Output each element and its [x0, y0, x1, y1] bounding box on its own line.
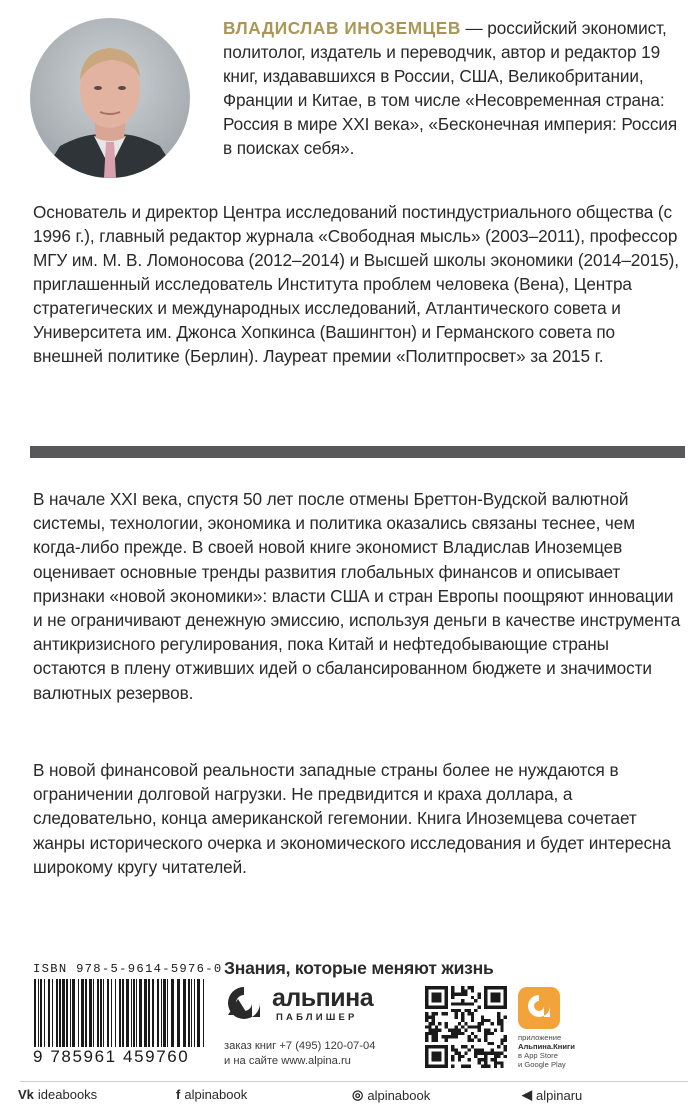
- app-caption-line4: и Google Play: [518, 1060, 566, 1069]
- barcode-bar: [131, 979, 132, 1047]
- qr-module: [484, 1035, 487, 1038]
- qr-module: [455, 1012, 458, 1015]
- qr-module: [428, 1025, 431, 1028]
- social-label: alpinabook: [367, 1087, 431, 1103]
- qr-module: [445, 1025, 448, 1028]
- order-site[interactable]: и на сайте www.alpina.ru: [224, 1055, 351, 1067]
- qr-module: [477, 1058, 480, 1061]
- qr-module: [497, 1022, 500, 1025]
- qr-module: [468, 1038, 471, 1041]
- qr-module: [458, 1058, 461, 1061]
- qr-module: [455, 1009, 458, 1012]
- social-label: alpinaru: [536, 1087, 583, 1103]
- qr-module: [497, 1045, 500, 1048]
- qr-module: [441, 1012, 444, 1015]
- qr-finder: [491, 993, 501, 1003]
- social-link-facebook[interactable]: [176, 1087, 247, 1102]
- qr-module: [451, 1029, 454, 1032]
- qr-module: [487, 1019, 490, 1022]
- app-caption-line3: в App Store: [518, 1051, 558, 1060]
- author-intro: [223, 16, 685, 160]
- qr-code[interactable]: [425, 986, 507, 1068]
- barcode-bar: [48, 979, 50, 1047]
- qr-module: [435, 1029, 438, 1032]
- barcode-bar: [148, 979, 150, 1047]
- qr-module: [497, 1012, 500, 1015]
- qr-module: [461, 1065, 464, 1068]
- app-icon[interactable]: [518, 987, 560, 1029]
- section-divider: [30, 446, 685, 458]
- barcode-bar: [136, 979, 137, 1047]
- qr-module: [461, 1012, 464, 1015]
- qr-module: [468, 1025, 471, 1028]
- author-intro-text: — российский экономист, политолог, издатель и переводчик, автор и редактор 19 книг, издававшихся в России, США, Великобритании, Франции и Китае, в том числе «Несовременная страна: Россия в мире XXI века», «Бесконечная империя: Россия в поисках себя».: [223, 18, 678, 158]
- qr-module: [432, 1029, 435, 1032]
- qr-module: [471, 986, 474, 989]
- qr-module: [474, 1025, 477, 1028]
- publisher-name: альпина: [272, 984, 374, 1012]
- qr-module: [474, 1035, 477, 1038]
- barcode-bar: [191, 979, 192, 1047]
- qr-module: [504, 1045, 507, 1048]
- qr-module: [428, 1016, 431, 1019]
- qr-module: [481, 1048, 484, 1051]
- qr-module: [451, 1055, 454, 1058]
- qr-module: [468, 1058, 471, 1061]
- barcode-bar: [126, 979, 129, 1047]
- qr-module: [500, 1038, 503, 1041]
- blurb-paragraph-2: В новой финансовой реальности западные страны более не нуждаются в ограничении долговой нагрузки. Не предвидится и краха доллара, а следовательно, конца американской гегемонии. Книга Иноземцева сочетает жанры исторического очерка и экономического исследования и будет интересна широкому кругу читателей.: [33, 760, 671, 877]
- barcode-bar: [163, 979, 166, 1047]
- qr-module: [425, 1038, 428, 1041]
- qr-module: [455, 1035, 458, 1038]
- qr-module: [500, 1029, 503, 1032]
- qr-module: [428, 1032, 431, 1035]
- barcode-bar: [100, 979, 102, 1047]
- qr-module: [491, 1022, 494, 1025]
- qr-module: [464, 1029, 467, 1032]
- qr-module: [425, 1035, 428, 1038]
- qr-module: [455, 1025, 458, 1028]
- social-link-telegram[interactable]: [522, 1087, 582, 1103]
- qr-module: [432, 1016, 435, 1019]
- qr-module: [500, 1019, 503, 1022]
- qr-module: [464, 993, 467, 996]
- qr-module: [458, 1002, 461, 1005]
- qr-module: [432, 1019, 435, 1022]
- qr-module: [471, 1025, 474, 1028]
- qr-module: [455, 1016, 458, 1019]
- barcode-bar: [56, 979, 58, 1047]
- qr-module: [435, 1038, 438, 1041]
- barcode-bar: [144, 979, 147, 1047]
- qr-module: [500, 1052, 503, 1055]
- qr-module: [461, 1019, 464, 1022]
- qr-module: [494, 1052, 497, 1055]
- barcode-bar: [66, 979, 68, 1047]
- qr-module: [494, 1055, 497, 1058]
- barcode-bar: [203, 979, 204, 1047]
- barcode-bar: [122, 979, 124, 1047]
- qr-module: [474, 1052, 477, 1055]
- qr-module: [455, 1048, 458, 1051]
- barcode-bar: [38, 979, 39, 1047]
- qr-module: [441, 1035, 444, 1038]
- qr-module: [451, 986, 454, 989]
- qr-module: [497, 1019, 500, 1022]
- qr-module: [468, 1009, 471, 1012]
- qr-module: [425, 1032, 428, 1035]
- qr-module: [455, 1052, 458, 1055]
- qr-module: [500, 1065, 503, 1068]
- qr-module: [497, 1061, 500, 1064]
- qr-module: [458, 993, 461, 996]
- qr-module: [461, 1002, 464, 1005]
- qr-module: [458, 1022, 461, 1025]
- qr-module: [451, 996, 454, 999]
- qr-module: [435, 1025, 438, 1028]
- barcode-bar: [139, 979, 142, 1047]
- qr-module: [461, 999, 464, 1002]
- qr-module: [474, 1009, 477, 1012]
- facebook-icon: f: [176, 1087, 181, 1102]
- isbn-label: ISBN 978-5-9614-5976-0: [33, 962, 223, 976]
- qr-module: [451, 1002, 454, 1005]
- qr-module: [487, 1052, 490, 1055]
- app-caption: [518, 1033, 608, 1069]
- qr-module: [491, 1032, 494, 1035]
- barcode-bar: [197, 979, 200, 1047]
- qr-module: [491, 1042, 494, 1045]
- barcode-bar: [93, 979, 94, 1047]
- qr-module: [458, 1009, 461, 1012]
- qr-module: [484, 1058, 487, 1061]
- barcode-bar: [107, 979, 109, 1047]
- qr-module: [432, 1038, 435, 1041]
- publisher-subtitle: ПАБЛИШЕР: [276, 1012, 358, 1023]
- qr-module: [494, 1065, 497, 1068]
- qr-module: [484, 1032, 487, 1035]
- qr-module: [464, 989, 467, 992]
- qr-module: [487, 1029, 490, 1032]
- qr-module: [432, 1012, 435, 1015]
- app-caption-line1: приложение: [518, 1033, 562, 1042]
- qr-module: [471, 1012, 474, 1015]
- qr-module: [455, 1002, 458, 1005]
- barcode: [32, 979, 208, 1047]
- qr-module: [464, 1022, 467, 1025]
- qr-module: [484, 1065, 487, 1068]
- qr-module: [471, 1045, 474, 1048]
- qr-module: [471, 1002, 474, 1005]
- qr-module: [455, 1029, 458, 1032]
- qr-module: [448, 1029, 451, 1032]
- qr-module: [491, 1052, 494, 1055]
- qr-module: [484, 1055, 487, 1058]
- social-link-instagram[interactable]: [352, 1087, 430, 1103]
- qr-module: [471, 1016, 474, 1019]
- qr-module: [484, 1038, 487, 1041]
- barcode-bar: [177, 979, 180, 1047]
- barcode-bar: [111, 979, 112, 1047]
- barcode-bar: [40, 979, 42, 1047]
- qr-module: [471, 1032, 474, 1035]
- qr-module: [477, 1029, 480, 1032]
- qr-module: [432, 1022, 435, 1025]
- order-phone: заказ книг +7 (495) 120-07-04: [224, 1040, 376, 1052]
- qr-module: [425, 1025, 428, 1028]
- author-portrait: [30, 18, 190, 178]
- qr-module: [497, 1055, 500, 1058]
- barcode-bar: [119, 979, 121, 1047]
- qr-module: [445, 1022, 448, 1025]
- qr-module: [477, 1022, 480, 1025]
- qr-module: [481, 1052, 484, 1055]
- barcode-bar: [167, 979, 168, 1047]
- qr-module: [481, 1065, 484, 1068]
- barcode-bar: [194, 979, 195, 1047]
- qr-module: [477, 1025, 480, 1028]
- qr-module: [487, 1065, 490, 1068]
- qr-module: [491, 1048, 494, 1051]
- qr-module: [438, 1022, 441, 1025]
- qr-module: [432, 1032, 435, 1035]
- qr-module: [504, 1016, 507, 1019]
- qr-module: [461, 986, 464, 989]
- qr-module: [428, 1022, 431, 1025]
- qr-module: [468, 1012, 471, 1015]
- qr-module: [455, 1032, 458, 1035]
- qr-module: [487, 1042, 490, 1045]
- qr-module: [477, 1048, 480, 1051]
- qr-module: [464, 1009, 467, 1012]
- qr-module: [494, 1061, 497, 1064]
- qr-finder: [432, 1052, 442, 1062]
- qr-module: [497, 1052, 500, 1055]
- qr-module: [451, 1045, 454, 1048]
- qr-module: [451, 989, 454, 992]
- barcode-bar: [78, 979, 79, 1047]
- qr-module: [494, 1029, 497, 1032]
- qr-module: [477, 1006, 480, 1009]
- qr-module: [464, 1045, 467, 1048]
- qr-module: [504, 1055, 507, 1058]
- qr-module: [481, 1019, 484, 1022]
- qr-module: [425, 1019, 428, 1022]
- qr-module: [461, 1055, 464, 1058]
- qr-module: [461, 989, 464, 992]
- bottom-rule: [20, 1081, 688, 1082]
- qr-module: [477, 996, 480, 999]
- qr-module: [438, 1029, 441, 1032]
- qr-module: [445, 1035, 448, 1038]
- qr-module: [477, 1061, 480, 1064]
- barcode-bar: [44, 979, 45, 1047]
- qr-module: [500, 1042, 503, 1045]
- barcode-digits: 9 785961 459760: [33, 1047, 190, 1066]
- qr-module: [461, 1032, 464, 1035]
- qr-module: [471, 1019, 474, 1022]
- barcode-bar: [59, 979, 61, 1047]
- qr-module: [464, 1002, 467, 1005]
- author-bio: Основатель и директор Центра исследований постиндустриального общества (с 1996 г.), главный редактор журнала «Свободная мысль» (2003–2011), профессор МГУ им. М. В. Ломоносова (2012–2014) и Высшей школы экономики (2014–2015), приглашенный исследователь Института проблем человека (Вена), Центра стратегических и международных исследований, Атлантического совета и Университета им. Джонса Хопкинса (Вашингтон) и Германского совета по внешней политике (Берлин). Лауреат премии «Политпросвет» за 2015 г.: [33, 202, 679, 366]
- qr-module: [428, 1029, 431, 1032]
- qr-module: [500, 1022, 503, 1025]
- qr-module: [425, 1012, 428, 1015]
- qr-module: [451, 1065, 454, 1068]
- qr-module: [464, 1052, 467, 1055]
- qr-module: [504, 1038, 507, 1041]
- qr-module: [481, 1016, 484, 1019]
- barcode-bar: [89, 979, 92, 1047]
- barcode-bar: [70, 979, 71, 1047]
- qr-module: [451, 1048, 454, 1051]
- qr-module: [471, 996, 474, 999]
- qr-module: [477, 993, 480, 996]
- barcode-bar: [161, 979, 162, 1047]
- qr-module: [504, 1035, 507, 1038]
- qr-module: [504, 1048, 507, 1051]
- social-label: alpinabook: [184, 1087, 248, 1102]
- qr-module: [458, 1055, 461, 1058]
- qr-module: [451, 1035, 454, 1038]
- qr-module: [497, 1016, 500, 1019]
- social-label: ideabooks: [37, 1087, 98, 1102]
- barcode-bar: [115, 979, 116, 1047]
- qr-module: [474, 999, 477, 1002]
- qr-module: [445, 1012, 448, 1015]
- barcode-bar: [62, 979, 65, 1047]
- barcode-bar: [133, 979, 135, 1047]
- barcode-bar: [171, 979, 174, 1047]
- qr-module: [484, 1029, 487, 1032]
- barcode-bar: [72, 979, 75, 1047]
- instagram-icon: ◎: [352, 1087, 364, 1102]
- barcode-bar: [85, 979, 87, 1047]
- qr-module: [474, 1048, 477, 1051]
- author-name: ВЛАДИСЛАВ ИНОЗЕМЦЕВ: [223, 18, 461, 38]
- qr-module: [461, 1045, 464, 1048]
- qr-module: [432, 1035, 435, 1038]
- barcode-bar: [97, 979, 99, 1047]
- qr-module: [477, 1038, 480, 1041]
- qr-module: [435, 1032, 438, 1035]
- barcode-bar: [103, 979, 104, 1047]
- qr-module: [464, 1065, 467, 1068]
- qr-module: [451, 1009, 454, 1012]
- qr-module: [435, 1035, 438, 1038]
- qr-module: [484, 1019, 487, 1022]
- qr-module: [445, 1038, 448, 1041]
- qr-module: [448, 1035, 451, 1038]
- alpina-logo-icon: [224, 985, 264, 1019]
- app-caption-line2: Альпина.Книги: [518, 1042, 575, 1051]
- qr-module: [477, 1052, 480, 1055]
- qr-module: [468, 986, 471, 989]
- qr-module: [484, 1061, 487, 1064]
- qr-module: [481, 1058, 484, 1061]
- qr-module: [484, 1052, 487, 1055]
- qr-module: [487, 1032, 490, 1035]
- barcode-bar: [188, 979, 190, 1047]
- qr-module: [471, 989, 474, 992]
- qr-module: [455, 993, 458, 996]
- barcode-bar: [34, 979, 36, 1047]
- qr-module: [458, 1029, 461, 1032]
- qr-module: [451, 1032, 454, 1035]
- qr-module: [451, 993, 454, 996]
- qr-module: [491, 1058, 494, 1061]
- qr-module: [471, 1038, 474, 1041]
- qr-module: [468, 1035, 471, 1038]
- qr-module: [500, 1025, 503, 1028]
- barcode-bar: [81, 979, 84, 1047]
- qr-module: [451, 1058, 454, 1061]
- barcode-bar: [152, 979, 154, 1047]
- vk-icon: Vk: [18, 1087, 34, 1102]
- qr-module: [461, 1025, 464, 1028]
- qr-module: [468, 1048, 471, 1051]
- telegram-icon: ◀: [522, 1087, 532, 1102]
- qr-module: [468, 1065, 471, 1068]
- publisher-slogan: Знания, которые меняют жизнь: [224, 958, 494, 978]
- qr-module: [435, 1012, 438, 1015]
- qr-module: [425, 1016, 428, 1019]
- qr-module: [458, 1052, 461, 1055]
- qr-module: [461, 993, 464, 996]
- qr-module: [481, 1022, 484, 1025]
- qr-module: [474, 1055, 477, 1058]
- qr-finder: [432, 993, 442, 1003]
- barcode-bar: [52, 979, 53, 1047]
- qr-module: [494, 1058, 497, 1061]
- social-link-vk[interactable]: [18, 1087, 97, 1102]
- qr-module: [468, 1002, 471, 1005]
- qr-module: [458, 1032, 461, 1035]
- qr-module: [461, 1016, 464, 1019]
- barcode-bar: [183, 979, 186, 1047]
- blurb-paragraph-1: В начале XXI века, спустя 50 лет после отмены Бреттон-Вудской валютной системы, технологии, экономика и политика оказались связаны теснее, чем когда-либо прежде. В своей новой книге экономист Владислав Иноземцев оценивает основные тренды развития глобальных финансов и описывает признаки «новой экономики»: власти США и стран Европы поощряют инновации и не ограничивают денежную эмиссию, используя деньги в качестве инструмента антикризисного регулирования, пока Китай и нефтедобывающие страны остаются в плену отживших идей о сбалансированном бюджете и значимости валютных резервов.: [33, 489, 681, 703]
- qr-module: [500, 1061, 503, 1064]
- barcode-bar: [157, 979, 159, 1047]
